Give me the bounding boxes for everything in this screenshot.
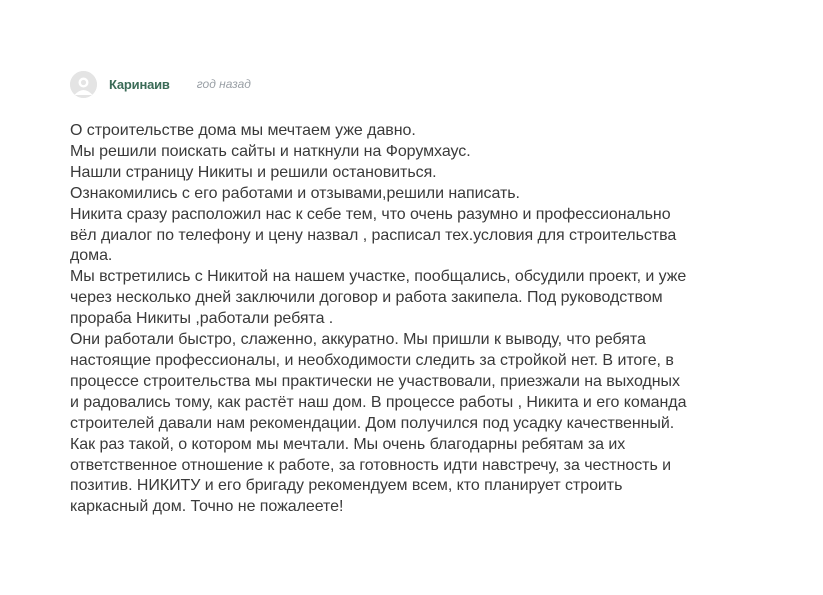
review-line: Мы встретились с Никитой на нашем участке, пообщались, обсудили проект, и уже [70, 268, 687, 286]
review-line: прораба Никиты ,работали ребята . [70, 310, 334, 328]
review-line: позитив. НИКИТУ и его бригаду рекомендуем всем, кто планирует строить [70, 477, 623, 495]
review-line: Мы решили поискать сайты и наткнули на Форумхаус. [70, 142, 471, 160]
review-header [70, 70, 770, 98]
review-line: Они работали быстро, слаженно, аккуратно. Мы пришли к выводу, что ребята [70, 331, 646, 349]
review-line: настоящие профессионалы, и необходимости следить за стройкой нет. В итоге, в [70, 351, 674, 369]
review-line: вёл диалог по телефону и цену назвал , расписал тех.условия для строительства [70, 226, 677, 244]
review-card [70, 70, 770, 518]
review-line: процессе строительства мы практически не участвовали, приезжали на выходных [70, 372, 680, 390]
review-line: Как раз такой, о котором мы мечтали. Мы очень благодарны ребятам за их [70, 435, 626, 453]
review-line: каркасный дом. Точно не пожалеете! [70, 498, 344, 516]
review-line: через несколько дней заключили договор и работа закипела. Под руководством [70, 289, 663, 307]
review-line: Нашли страницу Никиты и решили остановиться. [70, 163, 437, 181]
author-name[interactable]: Каринаив [109, 76, 170, 92]
review-line: О строительстве дома мы мечтаем уже давно. [70, 122, 416, 139]
review-line: и радовались тому, как растёт наш дом. В процессе работы , Никита и его команда [70, 393, 687, 411]
user-avatar-icon[interactable] [70, 71, 97, 98]
review-line: Ознакомились с его работами и отзывами,решили написать. [70, 184, 520, 202]
review-line: ответственное отношение к работе, за готовность идти навстречу, за честность и [70, 456, 672, 474]
review-line: строителей давали нам рекомендации. Дом получился под усадку качественный. [70, 414, 675, 432]
review-line: Никита сразу расположил нас к себе тем, что очень разумно и профессионально [70, 205, 671, 223]
review-time: год назад [196, 77, 251, 91]
review-text [70, 121, 770, 518]
review-line: дома. [70, 247, 113, 265]
